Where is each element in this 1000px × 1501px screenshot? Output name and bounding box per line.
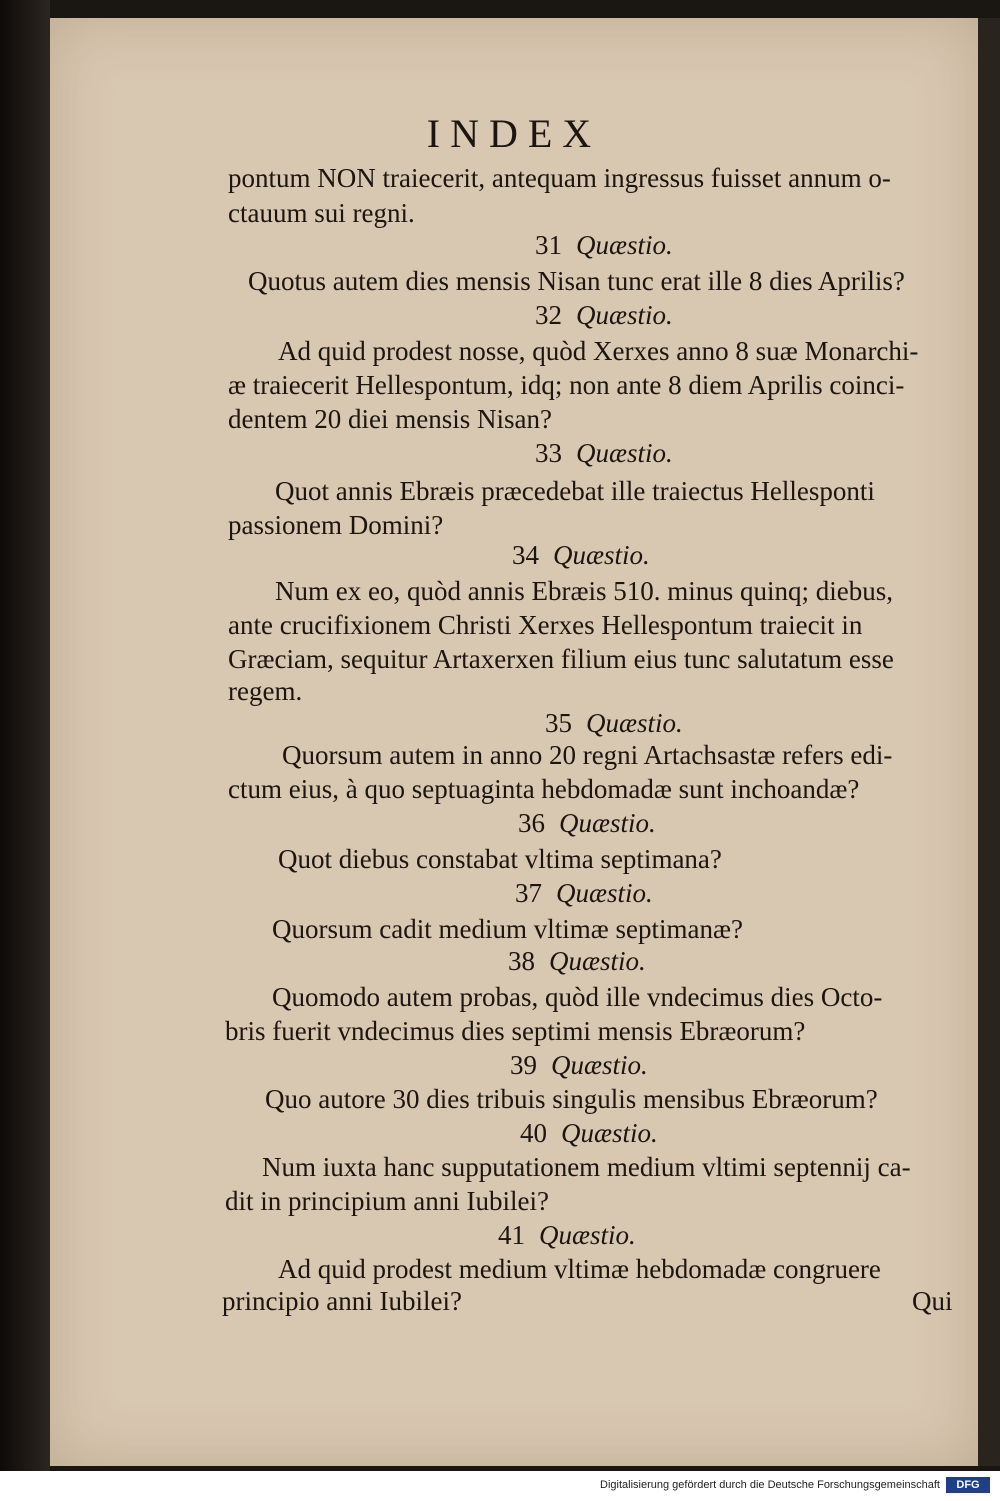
- page-header: INDEX: [426, 111, 602, 156]
- text-line: ctum eius, à quo septuaginta hebdomadæ sunt inchoandæ?: [228, 774, 860, 804]
- question-number: 41: [498, 1220, 525, 1250]
- footer-credit: Digitalisierung gefördert durch die Deutsche Forschungsgemeinschaft: [600, 1479, 940, 1491]
- page-edge: [978, 18, 1000, 1466]
- text-line: Quorsum autem in anno 20 regni Artachsastæ refers edi-: [282, 740, 893, 770]
- book-spine: [0, 0, 50, 1501]
- question-number: 36: [518, 808, 545, 838]
- question-heading: [498, 1220, 636, 1251]
- text-line: Quomodo autem probas, quòd ille vndecimus dies Octo-: [272, 982, 883, 1012]
- question-word: Quæstio.: [549, 946, 646, 976]
- book-page: [50, 18, 978, 1466]
- dfg-logo: DFG: [946, 1477, 990, 1493]
- question-word: Quæstio.: [586, 708, 683, 738]
- question-word: Quæstio.: [559, 808, 656, 838]
- text-line: Ad quid prodest medium vltimæ hebdomadæ congruere: [278, 1254, 881, 1284]
- text-line: ctauum sui regni.: [228, 198, 415, 228]
- question-heading: [515, 878, 653, 909]
- text-line: Num ex eo, quòd annis Ebræis 510. minus quinq; diebus,: [275, 576, 893, 606]
- digitization-footer: [0, 1471, 1000, 1501]
- question-word: Quæstio.: [576, 300, 673, 330]
- question-word: Quæstio.: [561, 1118, 658, 1148]
- question-heading: [508, 946, 646, 977]
- question-heading: [512, 540, 650, 571]
- text-line: Quot annis Ebræis præcedebat ille traiectus Hellesponti: [275, 476, 875, 506]
- text-line: Ad quid prodest nosse, quòd Xerxes anno 8 suæ Monarchi-: [278, 336, 919, 366]
- question-number: 38: [508, 946, 535, 976]
- question-word: Quæstio.: [539, 1220, 636, 1250]
- question-word: Quæstio.: [556, 878, 653, 908]
- question-heading: [510, 1050, 648, 1081]
- text-line: pontum NON traiecerit, antequam ingressus fuisset annum o-: [228, 163, 891, 193]
- question-number: 32: [535, 300, 562, 330]
- question-heading: [518, 808, 656, 839]
- text-line: Quot diebus constabat vltima septimana?: [278, 844, 722, 874]
- question-heading: [535, 438, 673, 469]
- question-number: 39: [510, 1050, 537, 1080]
- question-number: 40: [520, 1118, 547, 1148]
- text-line: æ traiecerit Hellespontum, idq; non ante 8 diem Aprilis coinci-: [228, 370, 905, 400]
- question-word: Quæstio.: [551, 1050, 648, 1080]
- question-heading: [535, 230, 673, 261]
- text-line: passionem Domini?: [228, 510, 444, 540]
- text-line: ante crucifixionem Christi Xerxes Hellespontum traiecit in: [228, 610, 863, 640]
- text-line: dit in principium anni Iubilei?: [225, 1186, 549, 1216]
- text-line: Quorsum cadit medium vltimæ septimanæ?: [272, 914, 743, 944]
- question-heading: [545, 708, 683, 739]
- text-line: bris fuerit vndecimus dies septimi mensis Ebræorum?: [225, 1016, 806, 1046]
- question-number: 37: [515, 878, 542, 908]
- question-number: 34: [512, 540, 539, 570]
- catchword: Qui: [912, 1286, 953, 1316]
- text-line: regem.: [228, 676, 303, 706]
- question-heading: [520, 1118, 658, 1149]
- question-word: Quæstio.: [576, 438, 673, 468]
- question-number: 35: [545, 708, 572, 738]
- question-heading: [535, 300, 673, 331]
- question-number: 33: [535, 438, 562, 468]
- text-line: Num iuxta hanc supputationem medium vltimi septennij ca-: [262, 1152, 911, 1182]
- text-line: dentem 20 diei mensis Nisan?: [228, 404, 552, 434]
- question-word: Quæstio.: [576, 230, 673, 260]
- text-line: Quo autore 30 dies tribuis singulis mensibus Ebræorum?: [265, 1084, 878, 1114]
- text-line: Græciam, sequitur Artaxerxen filium eius tunc salutatum esse: [228, 644, 894, 674]
- text-line: Quotus autem dies mensis Nisan tunc erat ille 8 dies Aprilis?: [248, 266, 905, 296]
- question-number: 31: [535, 230, 562, 260]
- text-line: principio anni Iubilei?: [222, 1286, 462, 1316]
- question-word: Quæstio.: [553, 540, 650, 570]
